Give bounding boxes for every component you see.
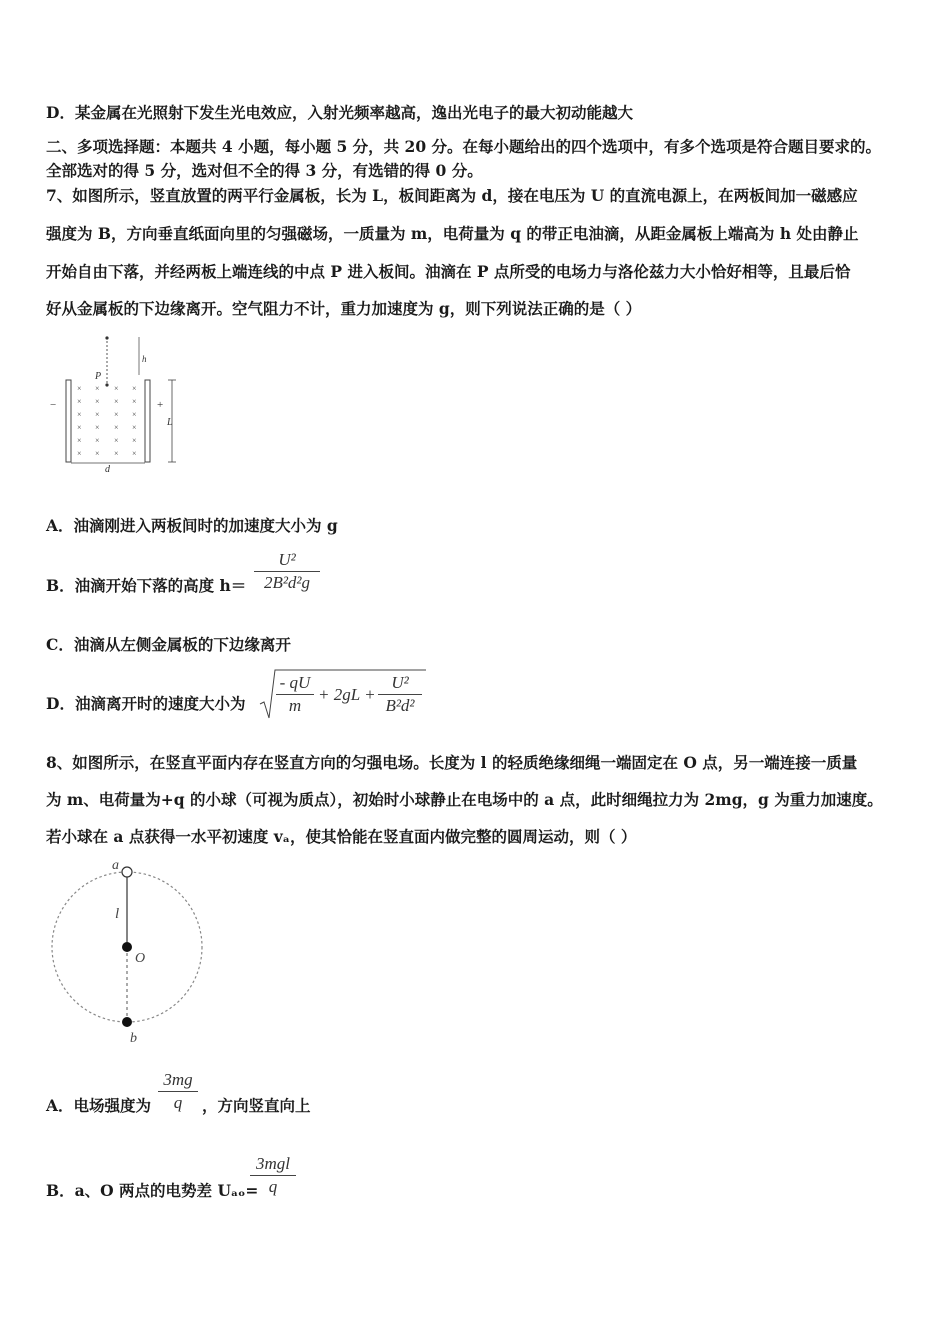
field-cross: ×	[114, 397, 119, 406]
q8-stem-3: 若小球在 a 点获得一水平初速度 vₐ，使其恰能在竖直面内做完整的圆周运动，则（ ）	[46, 827, 637, 846]
q7-stem-4: 好从金属板的下边缘离开。空气阻力不计，重力加速度为 g，则下列说法正确的是（ ）	[46, 299, 642, 318]
q8-stem-1: 8、如图所示，在竖直平面内存在竖直方向的匀强电场。长度为 l 的轻质绝缘细绳一端固定在 O 点，另一端连接一质量	[46, 753, 858, 772]
q7-b-fraction: U² 2B²d²g	[254, 550, 320, 593]
field-cross: ×	[114, 436, 119, 445]
q7-option-b[interactable]: B．油滴开始下落的高度 h＝	[46, 576, 247, 595]
field-cross: ×	[132, 397, 137, 406]
q8-a-fraction: 3mg q	[158, 1070, 198, 1113]
q7-d-middle: + 2gL +	[318, 685, 376, 704]
field-cross: ×	[77, 423, 82, 432]
field-cross: ×	[132, 384, 137, 393]
point-b	[122, 1017, 132, 1027]
q7-stem-3: 开始自由下落，并经两板上端连线的中点 P 进入板间。油滴在 P 点所受的电场力与洛伦兹力大小恰好相等，且最后恰	[46, 262, 851, 281]
field-cross: ×	[95, 449, 100, 458]
q8-figure	[40, 853, 220, 1048]
q8-b-fraction: 3mgl q	[250, 1154, 296, 1197]
ball-a	[122, 867, 132, 877]
q8-stem-2: 为 m、电荷量为+q 的小球（可视为质点），初始时小球静止在电场中的 a 点，此时细绳拉力为 2mg，g 为重力加速度。	[46, 790, 883, 809]
q7-option-d[interactable]: D．油滴离开时的速度大小为	[46, 694, 246, 713]
option-d-prev: D．某金属在光照射下发生光电效应，入射光频率越高，逸出光电子的最大初动能越大	[46, 103, 633, 122]
q8-option-b[interactable]: B．a、O 两点的电势差 Uₐₒ=	[46, 1181, 259, 1200]
q7-d-fraction-1: - qU m	[276, 673, 314, 716]
q7-d-fraction-2: U² B²d²	[378, 673, 422, 716]
label-d: d	[105, 464, 110, 475]
q7-option-a[interactable]: A．油滴刚进入两板间时的加速度大小为 g	[46, 516, 338, 535]
field-cross: ×	[132, 410, 137, 419]
plus-sign: +	[157, 399, 164, 411]
field-cross: ×	[132, 436, 137, 445]
field-cross: ×	[114, 449, 119, 458]
field-cross: ×	[114, 384, 119, 393]
field-cross: ×	[95, 397, 100, 406]
section-heading-cont: 全部选对的得 5 分，选对但不全的得 3 分，有选错的得 0 分。	[46, 161, 483, 180]
q7-stem-1: 7、如图所示，竖直放置的两平行金属板，长为 L，板间距离为 d，接在电压为 U 的直流电源上，在两板间加一磁感应	[46, 186, 858, 205]
field-cross: ×	[95, 423, 100, 432]
field-cross: ×	[77, 384, 82, 393]
section-heading: 二、多项选择题：本题共 4 小题，每小题 5 分，共 20 分。在每小题给出的四个选项中，有多个选项是符合题目要求的。	[46, 137, 882, 156]
label-b: b	[130, 1031, 137, 1046]
field-cross: ×	[95, 436, 100, 445]
q7-stem-2: 强度为 B，方向垂直纸面向里的匀强磁场，一质量为 m，电荷量为 q 的带正电油滴，从距金属板上端高为 h 处由静止	[46, 224, 859, 243]
label-h: h	[142, 354, 147, 364]
center-O	[122, 942, 132, 952]
field-cross: ×	[77, 449, 82, 458]
minus-sign: −	[50, 399, 57, 411]
field-cross: ×	[95, 410, 100, 419]
label-a: a	[112, 858, 119, 873]
q8-option-a-tail: ，方向竖直向上	[202, 1096, 311, 1115]
field-cross: ×	[77, 397, 82, 406]
label-P: P	[95, 371, 102, 382]
q8-option-a[interactable]: A．电场强度为	[46, 1096, 152, 1115]
label-O: O	[135, 951, 146, 966]
q7-option-c[interactable]: C．油滴从左侧金属板的下边缘离开	[46, 635, 291, 654]
field-cross: ×	[132, 449, 137, 458]
field-cross: ×	[77, 410, 82, 419]
field-cross: ×	[95, 384, 100, 393]
field-cross: ×	[77, 436, 82, 445]
field-cross: ×	[114, 410, 119, 419]
label-l: l	[115, 906, 120, 922]
q7-figure	[44, 335, 194, 475]
field-cross: ×	[132, 423, 137, 432]
label-L: L	[167, 417, 173, 428]
field-cross: ×	[114, 423, 119, 432]
